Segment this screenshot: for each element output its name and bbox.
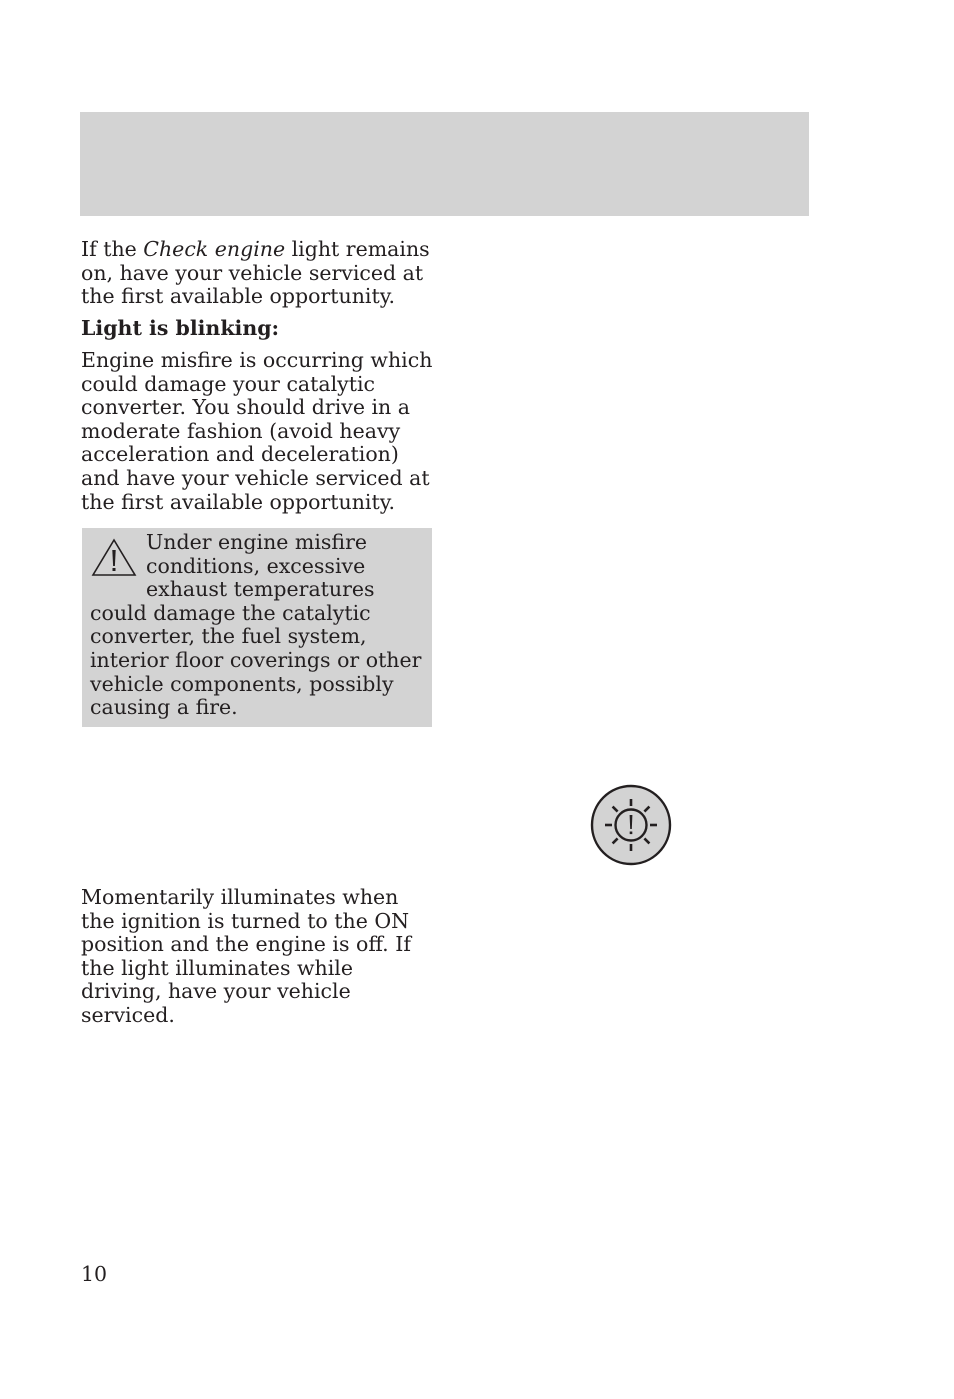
check-engine-paragraph xyxy=(81,238,433,309)
warning-text: Under engine misfire conditions, excessive exhaust temperatures could damage the catalytic converter, the fuel system, interior floor coverings or other vehicle components, possibly causing a fire. xyxy=(90,530,422,720)
misfire-text: Engine misfire is occurring which could damage your catalytic converter. You should drive in a moderate fashion (avoid heavy acceleration and deceleration) and have your vehicle serviced at the first available opportunity. xyxy=(81,348,433,514)
check-engine-term: Check engine xyxy=(143,237,286,261)
momentary-text: Momentarily illuminates when the ignition is turned to the ON position and the engine is off. If the light illuminates while driving, have your vehicle serviced. xyxy=(81,885,411,1027)
header-band xyxy=(80,112,809,216)
page-number: 10 xyxy=(81,1262,108,1286)
light-blinking-heading: Light is blinking: xyxy=(81,316,280,340)
warning-triangle-icon xyxy=(90,537,138,579)
misfire-paragraph xyxy=(81,349,433,514)
powertrain-warning-lamp-icon xyxy=(590,784,672,866)
paragraph-rest: light remains on, have your vehicle serviced at the first available opportunity. xyxy=(81,237,430,309)
momentary-illumination-paragraph xyxy=(81,886,433,1028)
paragraph-lead: If the xyxy=(81,237,144,261)
warning-box xyxy=(82,528,432,727)
